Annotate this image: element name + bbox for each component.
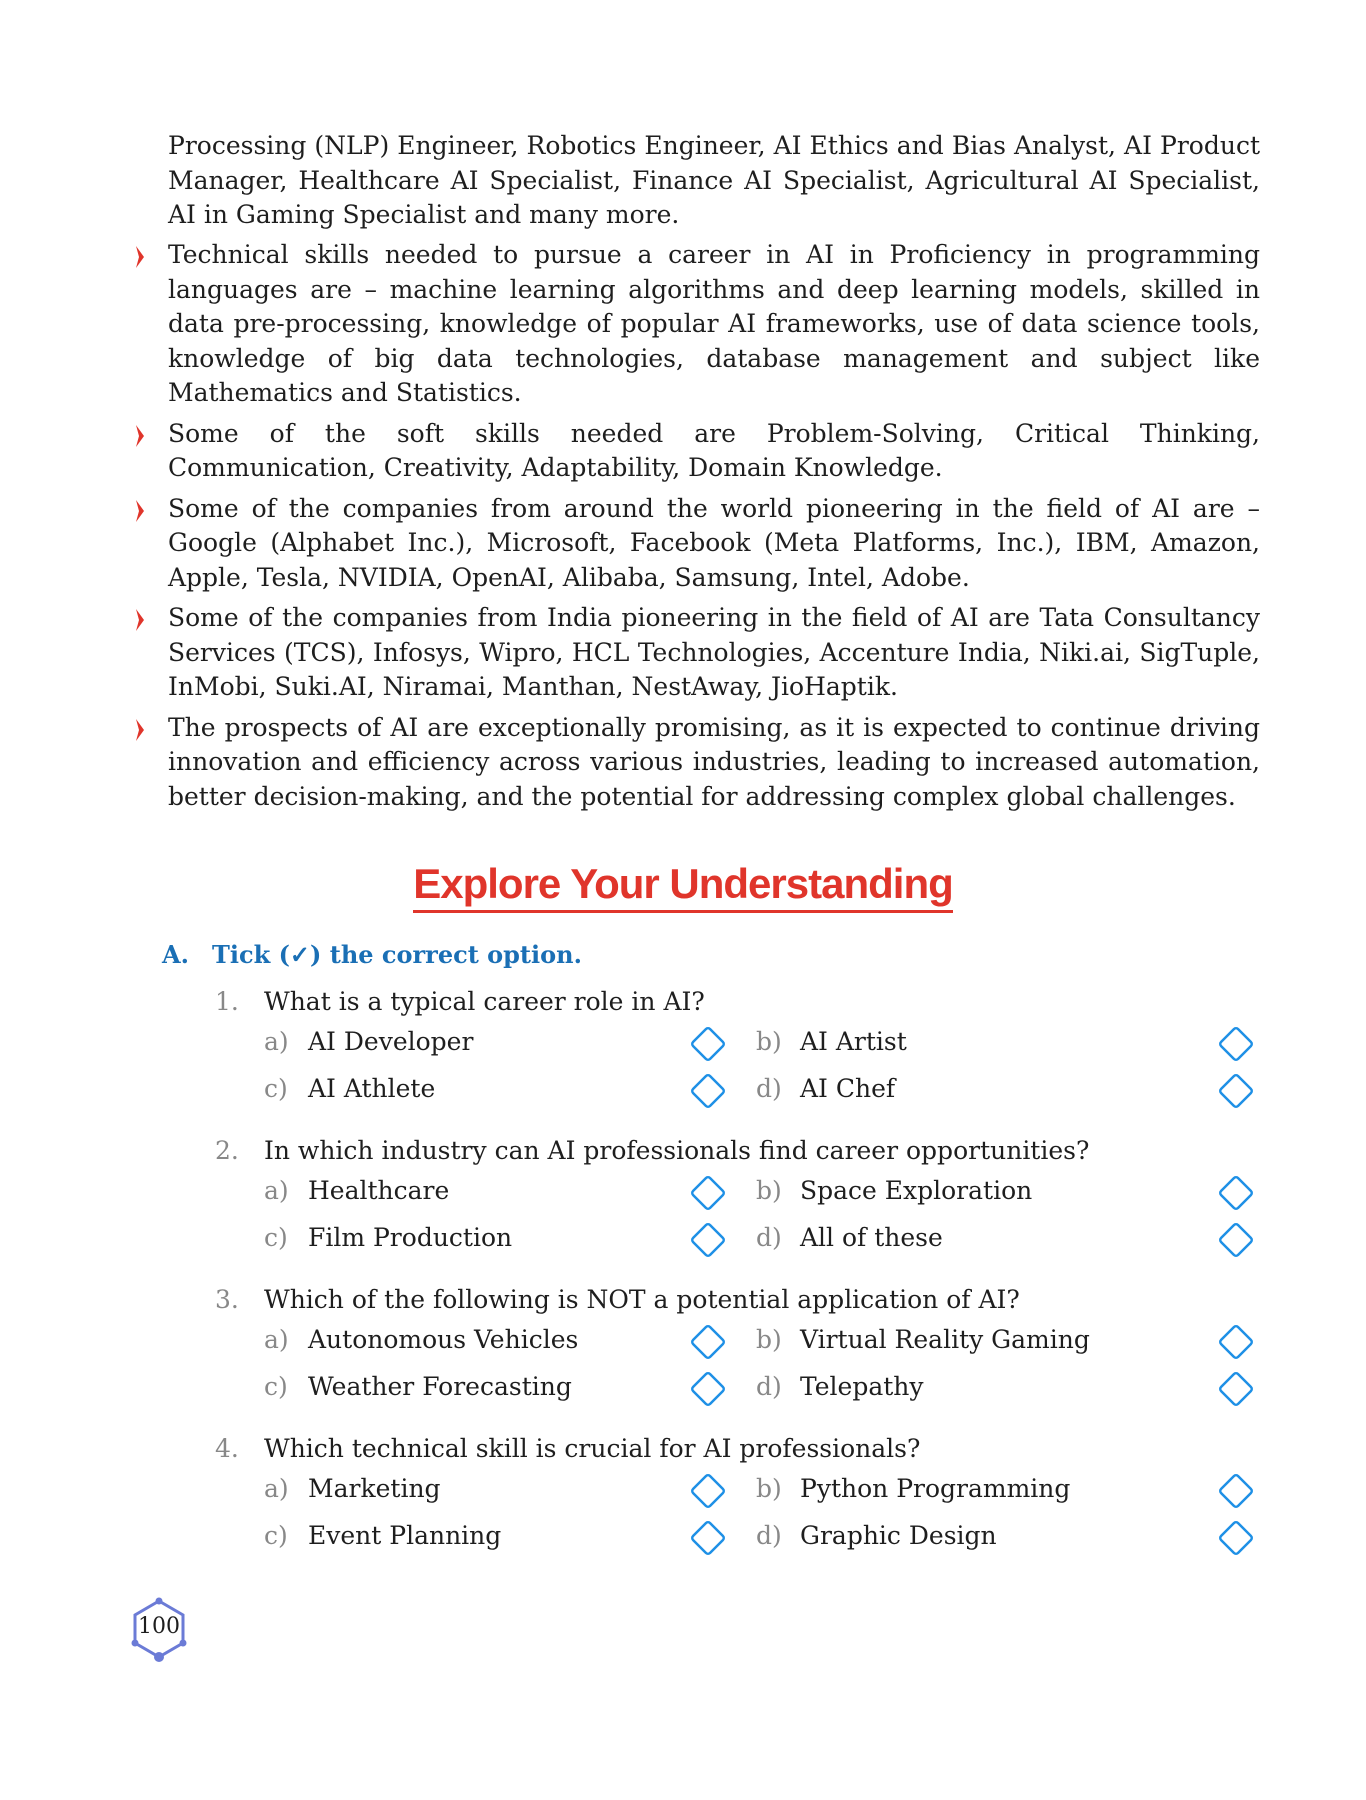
intro-paragraph: Processing (NLP) Engineer, Robotics Engineer, AI Ethics and Bias Analyst, AI Product Manager, Healthcare AI Specialist, Finance AI Specialist, Agricultural AI Specialist, AI in Gaming Specialist and many more.: [168, 131, 1260, 229]
option-d: d) AI Chef: [756, 1074, 896, 1103]
option-d: d) All of these: [756, 1223, 943, 1252]
bullet-list: [130, 238, 1260, 820]
bullet-text: Some of the soft skills needed are Problem-Solving, Critical Thinking, Communication, Creativity, Adaptability, Domain Knowledge.: [168, 418, 1260, 482]
checkbox-diamond-icon[interactable]: [1215, 1070, 1257, 1112]
checkbox-diamond-icon[interactable]: [1215, 1219, 1257, 1261]
page-number: 100: [138, 1614, 180, 1639]
list-item: [130, 492, 1260, 596]
checkbox-diamond-icon[interactable]: [687, 1517, 729, 1559]
question-number: 4.: [215, 1434, 239, 1463]
option-a: a) Healthcare: [264, 1176, 450, 1205]
list-item: [130, 711, 1260, 815]
checkbox-diamond-icon[interactable]: [1215, 1517, 1257, 1559]
option-b: b) Space Exploration: [756, 1176, 1033, 1205]
checkbox-diamond-icon[interactable]: [1215, 1023, 1257, 1065]
option-b: b) Virtual Reality Gaming: [756, 1325, 1090, 1354]
task-letter: A.: [162, 940, 189, 969]
bullet-text: The prospects of AI are exceptionally promising, as it is expected to continue driving innovation and efficiency across various industries, leading to increased automation, better decision-making, and the potential for addressing complex global challenges.: [168, 712, 1260, 811]
checkbox-diamond-icon[interactable]: [1215, 1368, 1257, 1410]
checkbox-diamond-icon[interactable]: [687, 1070, 729, 1112]
list-item: [130, 238, 1260, 411]
bullet-text: Some of the companies from around the world pioneering in the field of AI are – Google (Alphabet Inc.), Microsoft, Facebook (Meta Platforms, Inc.), IBM, Amazon, Apple, Tesla, NVIDIA, OpenAI, Alibaba, Samsung, Intel, Adobe.: [168, 493, 1260, 592]
task-heading: [162, 940, 582, 969]
checkbox-diamond-icon[interactable]: [687, 1219, 729, 1261]
option-d: d) Graphic Design: [756, 1521, 997, 1550]
list-item: [130, 601, 1260, 705]
question-1: [215, 985, 1275, 1119]
option-c: c) Event Planning: [264, 1521, 502, 1550]
question-3: [215, 1283, 1275, 1417]
checkbox-diamond-icon[interactable]: [1215, 1321, 1257, 1363]
question-2: [215, 1134, 1275, 1268]
bullet-arrow-icon: [134, 246, 146, 268]
bullet-arrow-icon: [134, 609, 146, 631]
question-text: What is a typical career role in AI?: [264, 987, 705, 1016]
list-item: [130, 417, 1260, 486]
question-text: In which industry can AI professionals find career opportunities?: [264, 1136, 1090, 1165]
checkbox-diamond-icon[interactable]: [687, 1470, 729, 1512]
question-text: Which of the following is NOT a potential application of AI?: [264, 1285, 1020, 1314]
checkbox-diamond-icon[interactable]: [687, 1172, 729, 1214]
checkbox-diamond-icon[interactable]: [687, 1321, 729, 1363]
option-c: c) Weather Forecasting: [264, 1372, 572, 1401]
option-d: d) Telepathy: [756, 1372, 924, 1401]
option-a: a) Marketing: [264, 1474, 441, 1503]
bullet-arrow-icon: [134, 500, 146, 522]
option-b: b) Python Programming: [756, 1474, 1071, 1503]
checkbox-diamond-icon[interactable]: [687, 1368, 729, 1410]
bullet-arrow-icon: [134, 425, 146, 447]
question-text: Which technical skill is crucial for AI professionals?: [264, 1434, 921, 1463]
question-number: 3.: [215, 1285, 239, 1314]
question-4: [215, 1432, 1275, 1566]
bullet-text: Some of the companies from India pioneering in the field of AI are Tata Consultancy Services (TCS), Infosys, Wipro, HCL Technologies, Accenture India, Niki.ai, SigTuple, InMobi, Suki.AI, Niramai, Manthan, NestAway, JioHaptik.: [168, 603, 1260, 701]
section-title: Explore Your Understanding: [0, 860, 1366, 913]
bullet-arrow-icon: [134, 719, 146, 741]
checkbox-diamond-icon[interactable]: [1215, 1470, 1257, 1512]
option-c: c) Film Production: [264, 1223, 513, 1252]
option-a: a) AI Developer: [264, 1027, 474, 1056]
checkbox-diamond-icon[interactable]: [1215, 1172, 1257, 1214]
question-number: 1.: [215, 987, 239, 1016]
question-number: 2.: [215, 1136, 239, 1165]
task-instruction: Tick (✓) the correct option.: [212, 940, 582, 969]
option-c: c) AI Athlete: [264, 1074, 436, 1103]
option-a: a) Autonomous Vehicles: [264, 1325, 579, 1354]
option-b: b) AI Artist: [756, 1027, 907, 1056]
bullet-text: Technical skills needed to pursue a career in AI in Proficiency in programming languages are – machine learning algorithms and deep learning models, skilled in data pre-processing, knowledge of popular AI frameworks, use of data science tools, knowledge of big data technologies, database management and subject like Mathematics and Statistics.: [168, 240, 1260, 407]
checkbox-diamond-icon[interactable]: [687, 1023, 729, 1065]
